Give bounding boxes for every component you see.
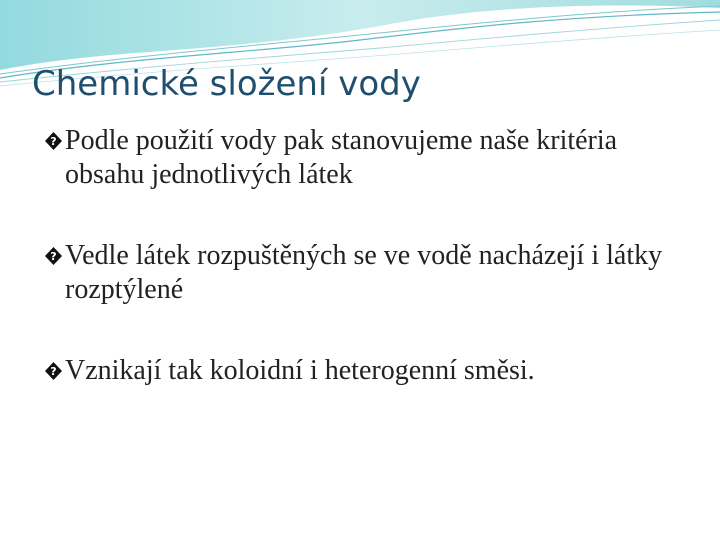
bullet-item bbox=[44, 124, 694, 192]
svg-text:?: ? bbox=[50, 365, 57, 379]
replacement-character-diamond-icon bbox=[44, 131, 63, 151]
svg-text:?: ? bbox=[50, 250, 57, 264]
bullet-list bbox=[44, 124, 694, 388]
bullet-item bbox=[44, 239, 694, 307]
bullet-text: Podle použití vody pak stanovujeme naše kritéria obsahu jednotlivých látek bbox=[65, 125, 618, 190]
bullet-text: Vedle látek rozpuštěných se ve vodě nacházejí i látky rozptýlené bbox=[65, 240, 663, 305]
replacement-character-diamond-icon bbox=[44, 246, 63, 266]
bullet-item bbox=[44, 354, 694, 388]
svg-text:?: ? bbox=[50, 135, 57, 149]
bullet-text: Vznikají tak koloidní i heterogenní směsi. bbox=[65, 355, 535, 386]
replacement-character-diamond-icon bbox=[44, 361, 63, 381]
slide-title: Chemické složení vody bbox=[32, 64, 421, 104]
